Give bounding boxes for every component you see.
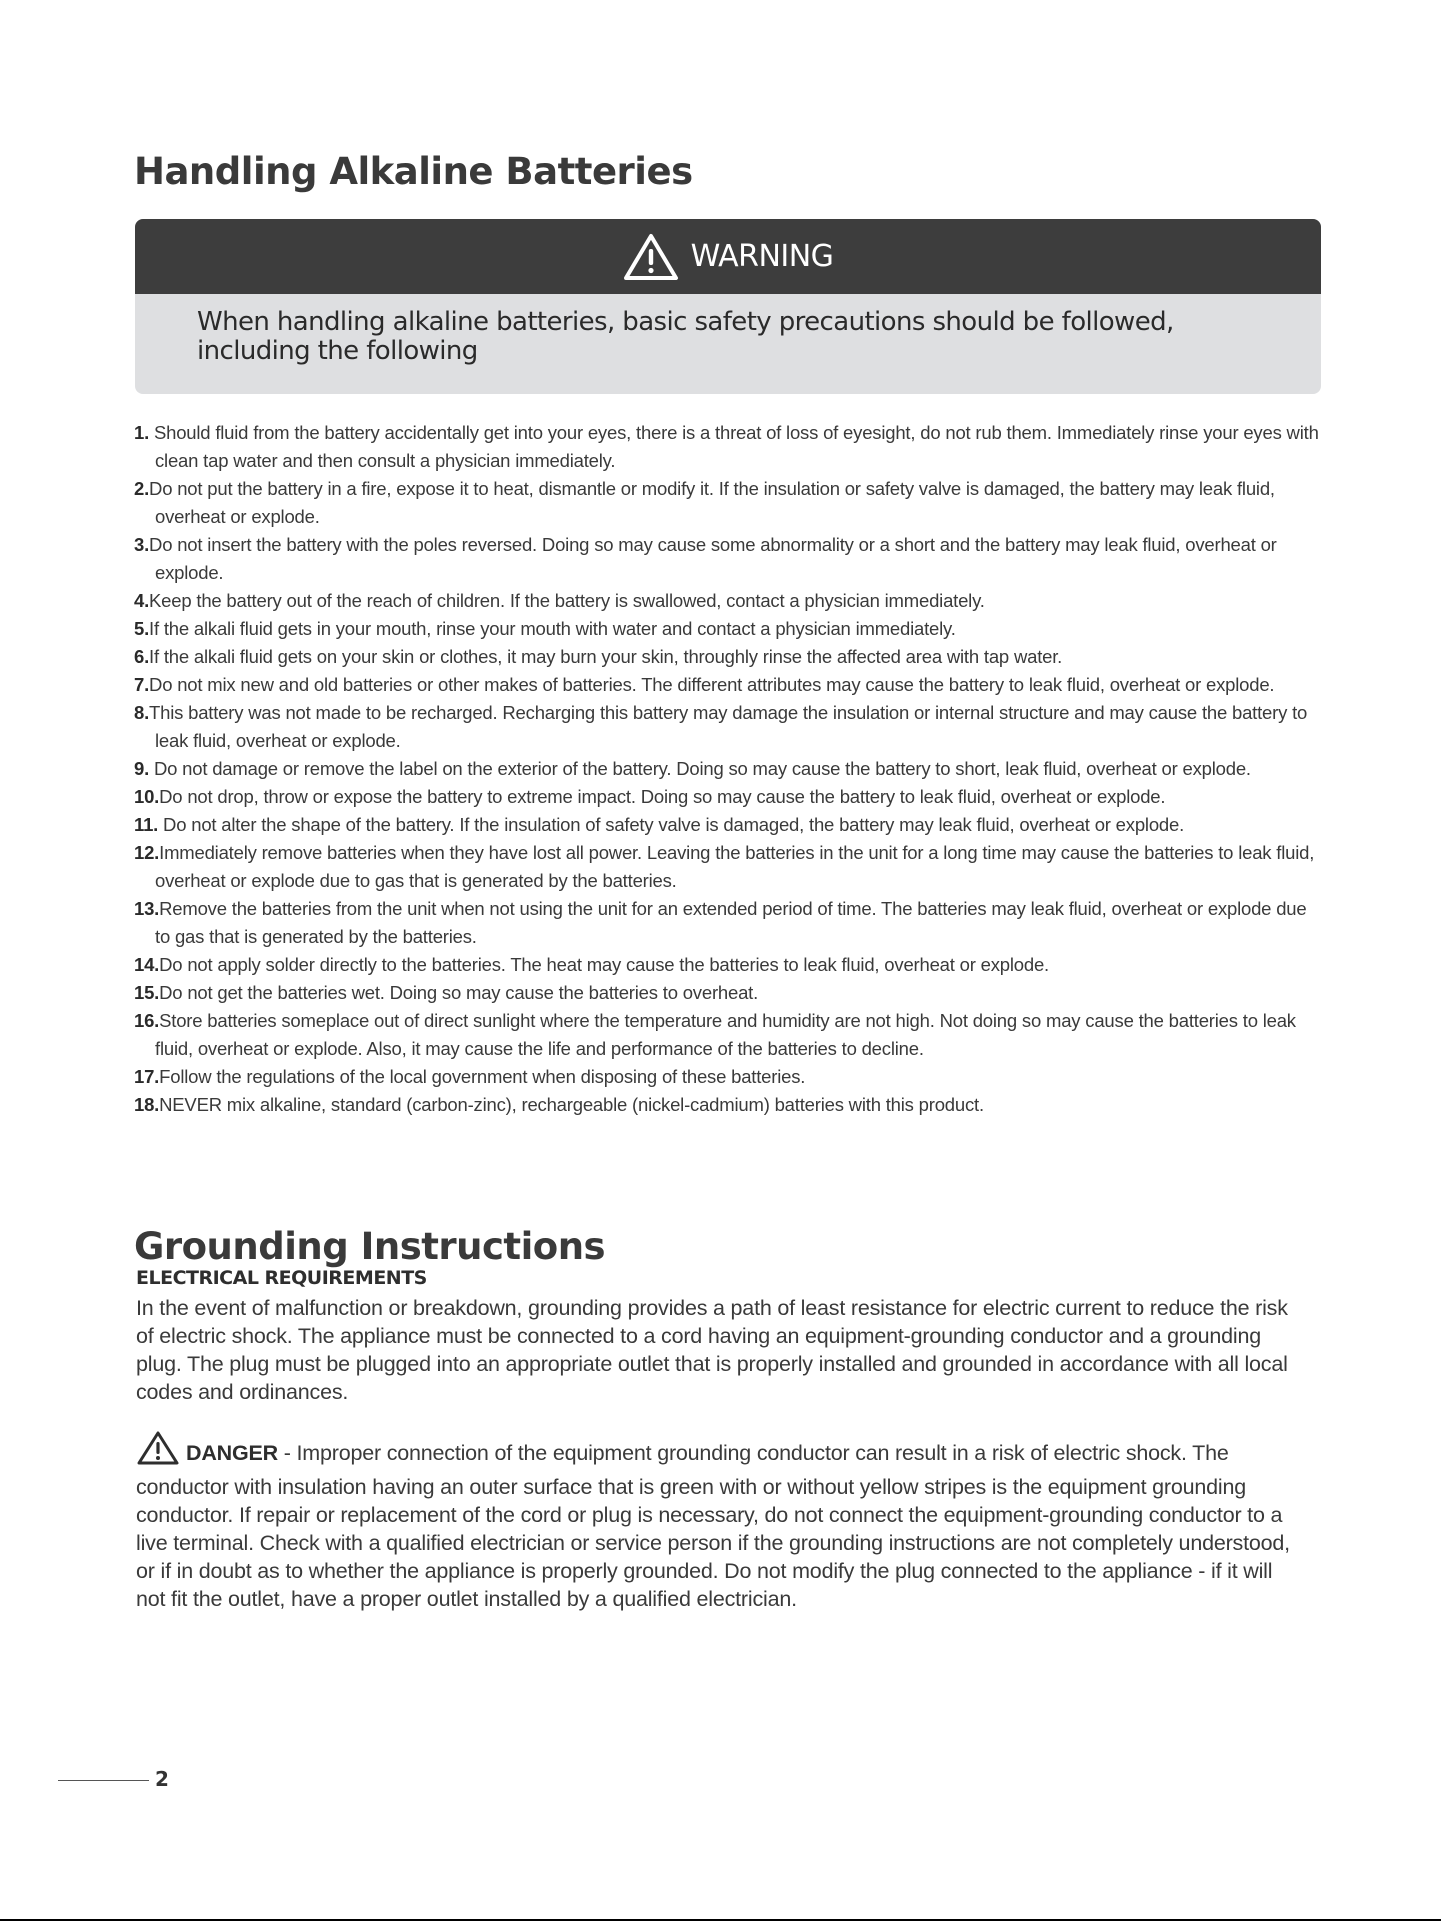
list-item-number: 18. bbox=[134, 1094, 160, 1115]
list-item-text: If the alkali fluid gets in your mouth, rinse your mouth with water and contact a physician immediately. bbox=[149, 618, 956, 639]
list-item bbox=[134, 839, 1324, 895]
warning-triangle-icon bbox=[623, 232, 679, 282]
list-item-number: 15. bbox=[134, 982, 160, 1003]
warning-header bbox=[135, 219, 1321, 294]
list-item-number: 14. bbox=[134, 954, 160, 975]
warning-text: When handling alkaline batteries, basic safety precautions should be followed, including the following bbox=[197, 307, 1174, 366]
list-item bbox=[134, 783, 1324, 811]
list-item-text: Follow the regulations of the local government when disposing of these batteries. bbox=[159, 1066, 806, 1087]
list-item-text: Do not insert the battery with the poles reversed. Doing so may cause some abnormality or a short and the battery may leak fluid, overheat or explode. bbox=[149, 534, 1277, 583]
list-item-text: Store batteries someplace out of direct sunlight where the temperature and humidity are not high. Not doing so may cause the batteries to leak fluid, overheat or explode. Also, it may cause the life and performance of the batteries to decline. bbox=[155, 1010, 1296, 1059]
list-item bbox=[134, 811, 1324, 839]
list-item-number: 13. bbox=[134, 898, 160, 919]
list-item-number: 17. bbox=[134, 1066, 160, 1087]
list-item-text: NEVER mix alkaline, standard (carbon-zinc), rechargeable (nickel-cadmium) batteries with this product. bbox=[159, 1094, 984, 1115]
list-item bbox=[134, 1091, 1324, 1119]
battery-precautions-list bbox=[134, 419, 1324, 1119]
danger-triangle-icon bbox=[136, 1430, 180, 1473]
section-title-batteries: Handling Alkaline Batteries bbox=[134, 150, 693, 193]
list-item-number: 1. bbox=[134, 422, 150, 443]
list-item-text: Keep the battery out of the reach of children. If the battery is swallowed, contact a physician immediately. bbox=[149, 590, 985, 611]
list-item-text: Do not alter the shape of the battery. If the insulation of safety valve is damaged, the battery may leak fluid, overheat or explode. bbox=[158, 814, 1185, 835]
list-item-text: Immediately remove batteries when they have lost all power. Leaving the batteries in the unit for a long time may cause the batteries to leak fluid, overheat or explode due to gas that is generated by the batteries. bbox=[155, 842, 1315, 891]
list-item bbox=[134, 699, 1324, 755]
list-item bbox=[134, 419, 1324, 475]
list-item-number: 16. bbox=[134, 1010, 160, 1031]
list-item bbox=[134, 643, 1324, 671]
list-item bbox=[134, 671, 1324, 699]
list-item-text: If the alkali fluid gets on your skin or clothes, it may burn your skin, throughly rinse the affected area with tap water. bbox=[149, 646, 1063, 667]
list-item-number: 10. bbox=[134, 786, 160, 807]
list-item-text: Do not drop, throw or expose the battery to extreme impact. Doing so may cause the battery to leak fluid, overheat or explode. bbox=[159, 786, 1166, 807]
warning-box bbox=[135, 219, 1321, 394]
list-item-number: 7. bbox=[134, 674, 150, 695]
list-item bbox=[134, 895, 1324, 951]
list-item bbox=[134, 475, 1324, 531]
list-item bbox=[134, 755, 1324, 783]
list-item-number: 2. bbox=[134, 478, 150, 499]
list-item bbox=[134, 615, 1324, 643]
list-item-text: Do not mix new and old batteries or other makes of batteries. The different attributes may cause the battery to leak fluid, overheat or explode. bbox=[149, 674, 1275, 695]
danger-text: - Improper connection of the equipment grounding conductor can result in a risk of electric shock. The conductor with insulation having an outer surface that is green with or without yellow stripes is the equipment grounding conductor. If repair or replacement of the cord or plug is necessary, do not connect the equipment-grounding conductor to a live terminal. Check with a qualified electrician or service person if the grounding instructions are not completely understood, or if in doubt as to whether the appliance is properly grounded. Do not modify the plug connected to the appliance - if it will not fit the outlet, have a proper outlet installed by a qualified electrician. bbox=[136, 1441, 1290, 1611]
electrical-requirements-heading: ELECTRICAL REQUIREMENTS bbox=[136, 1267, 427, 1289]
list-item bbox=[134, 1007, 1324, 1063]
list-item bbox=[134, 951, 1324, 979]
list-item-text: Do not apply solder directly to the batteries. The heat may cause the batteries to leak fluid, overheat or explode. bbox=[159, 954, 1049, 975]
page-number: 2 bbox=[155, 1767, 169, 1791]
list-item-number: 4. bbox=[134, 590, 150, 611]
electrical-requirements-paragraph: In the event of malfunction or breakdown, grounding provides a path of least resistance for electric current to reduce the risk of electric shock. The appliance must be connected to a cord having an equipment-grounding conductor and a grounding plug. The plug must be plugged into an appropriate outlet that is properly installed and grounded in accordance with all local codes and ordinances. bbox=[136, 1296, 1288, 1404]
list-item-number: 8. bbox=[134, 702, 150, 723]
list-item-number: 11. bbox=[134, 814, 159, 835]
list-item-number: 12. bbox=[134, 842, 160, 863]
danger-paragraph bbox=[136, 1430, 1296, 1613]
list-item-number: 6. bbox=[134, 646, 150, 667]
section-title-grounding: Grounding Instructions bbox=[134, 1225, 606, 1268]
list-item-number: 9. bbox=[134, 758, 150, 779]
list-item-text: Should fluid from the battery accidentally get into your eyes, there is a threat of loss of eyesight, do not rub them. Immediately rinse your eyes with clean tap water and then consult a physician immediately. bbox=[149, 422, 1319, 471]
list-item bbox=[134, 587, 1324, 615]
footer-rule bbox=[58, 1780, 149, 1781]
list-item-number: 5. bbox=[134, 618, 150, 639]
list-item-text: This battery was not made to be recharged. Recharging this battery may damage the insulation or internal structure and may cause the battery to leak fluid, overheat or explode. bbox=[149, 702, 1308, 751]
list-item bbox=[134, 1063, 1324, 1091]
list-item-text: Do not get the batteries wet. Doing so may cause the batteries to overheat. bbox=[159, 982, 759, 1003]
list-item bbox=[134, 531, 1324, 587]
list-item bbox=[134, 979, 1324, 1007]
warning-label: WARNING bbox=[690, 239, 834, 274]
list-item-text: Do not damage or remove the label on the exterior of the battery. Doing so may cause the battery to short, leak fluid, overheat or explode. bbox=[149, 758, 1251, 779]
list-item-text: Do not put the battery in a fire, expose it to heat, dismantle or modify it. If the insulation or safety valve is damaged, the battery may leak fluid, overheat or explode. bbox=[149, 478, 1275, 527]
danger-label: DANGER bbox=[186, 1441, 278, 1465]
list-item-text: Remove the batteries from the unit when not using the unit for an extended period of time. The batteries may leak fluid, overheat or explode due to gas that is generated by the batteries. bbox=[155, 898, 1307, 947]
list-item-number: 3. bbox=[134, 534, 150, 555]
